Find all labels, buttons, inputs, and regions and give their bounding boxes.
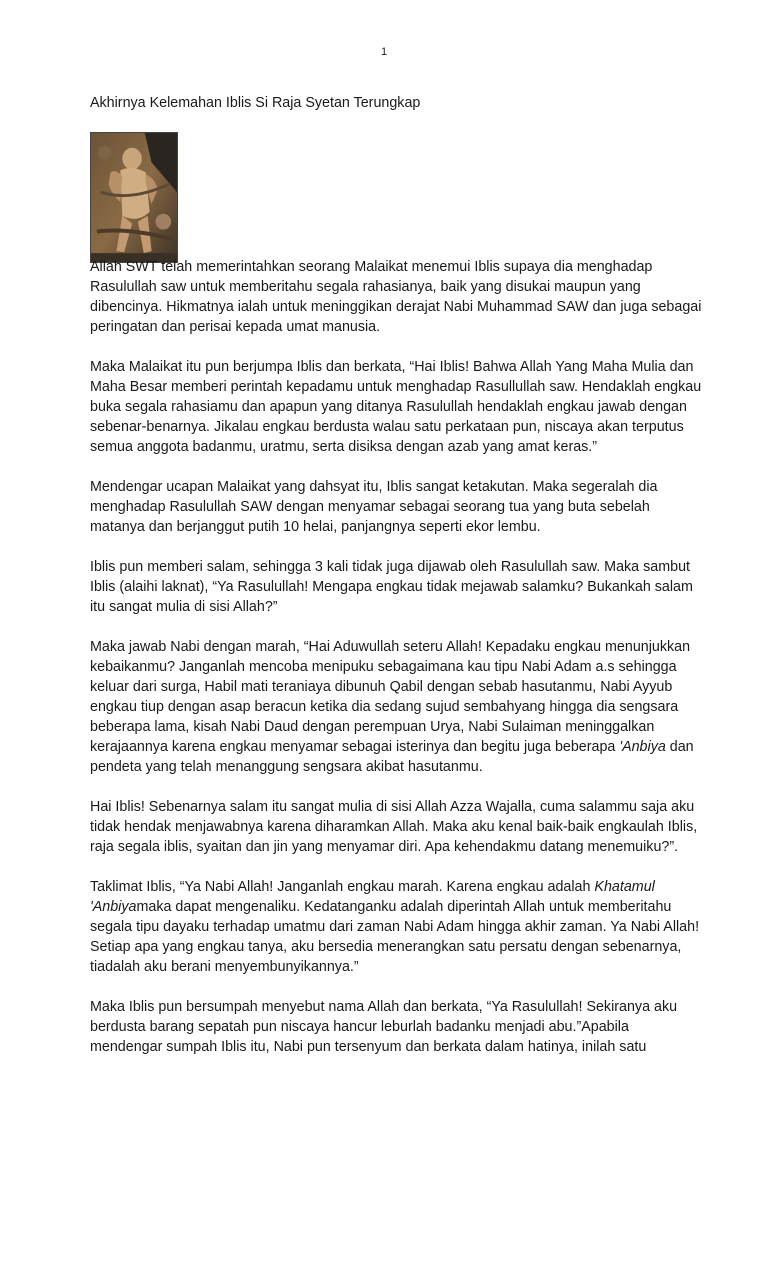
document-body (90, 93, 702, 1057)
article-illustration (90, 132, 178, 263)
paragraph-6: Hai Iblis! Sebenarnya salam itu sangat mulia di sisi Allah Azza Wajalla, cuma salammu saja aku tidak hendak menjawabnya karena diharamkan Allah. Maka aku kenal baik-baik engkaulah Iblis, raja segala iblis, syaitan dan jin yang menyamar diri. Apa kehendakmu datang menemuiku?”. (90, 799, 698, 855)
paragraph-4: Iblis pun memberi salam, sehingga 3 kali tidak juga dijawab oleh Rasulullah saw. Maka sambut Iblis (alaihi laknat), “Ya Rasulullah! Mengapa engkau tidak mejawab salamku? Bukankah salam itu sangat mulia di sisi Allah?” (90, 559, 693, 615)
paragraph-1-text: Allah SWT telah memerintahkan seorang Malaikat menemui Iblis supaya dia menghadap Rasulullah saw untuk memberitahu segala rahasianya, baik yang disukai maupun yang dibencinya. Hikmatnya ialah untuk meninggikan derajat Nabi Muhammad SAW dan juga sebagai peringatan dan perisai kepada umat manusia. (90, 259, 702, 335)
paragraph-3: Mendengar ucapan Malaikat yang dahsyat itu, Iblis sangat ketakutan. Maka segeralah dia menghadap Rasulullah SAW dengan menyamar sebagai seorang tua yang buta sebelah matanya dan berjanggut putih 10 helai, panjangnya seperti ekor lembu. (90, 479, 658, 535)
paragraph-5-italic: 'Anbiya (619, 739, 666, 755)
paragraph-5-text-b: dan pendeta yang telah menanggung sengsara akibat hasutanmu. (90, 739, 694, 775)
article-title: Akhirnya Kelemahan Iblis Si Raja Syetan Terungkap (90, 95, 421, 111)
paragraph-7 (90, 877, 702, 977)
paragraph-7-text-a: Taklimat Iblis, “Ya Nabi Allah! Janganlah engkau marah. Karena engkau adalah (90, 879, 595, 895)
paragraph-5 (90, 637, 702, 777)
paragraph-7-text-b: maka dapat mengenaliku. Kedatanganku adalah diperintah Allah untuk memberitahu segala tipu dayaku terhadap umatmu dari zaman Nabi Adam hingga akhir zaman. Ya Nabi Allah! Setiap apa yang engkau tanya, aku bersedia menerangkan satu persatu dengan sebenarnya, tiadalah aku berani menyembunyikannya.” (90, 899, 700, 975)
paragraph-8: Maka Iblis pun bersumpah menyebut nama Allah dan berkata, “Ya Rasulullah! Sekiranya aku berdusta barang sepatah pun niscaya hancur leburlah badanku menjadi abu.”Apabila mendengar sumpah Iblis itu, Nabi pun tersenyum dan berkata dalam hatinya, inilah satu (90, 999, 678, 1055)
paragraph-7-italic: Khatamul 'Anbiya (90, 879, 655, 915)
page-number: 1 (380, 46, 388, 58)
paragraph-5-text-a: Maka jawab Nabi dengan marah, “Hai Aduwullah seteru Allah! Kepadaku engkau menunjukkan kebaikanmu? Janganlah mencoba menipuku sebagaimana kau tipu Nabi Adam a.s sehingga keluar dari surga, Habil mati teraniaya dibunuh Qabil dengan sebab hasutanmu, Nabi Ayyub engkau tiup dengan asap beracun ketika dia sedang sujud sembahyang hingga dia sengsara beberapa lama, kisah Nabi Daud dengan perempuan Urya, Nabi Sulaiman meninggalkan kerajaannya karena engkau menyamar sebagai isterinya dan begitu juga beberapa (90, 639, 691, 755)
paragraph-2: Maka Malaikat itu pun berjumpa Iblis dan berkata, “Hai Iblis! Bahwa Allah Yang Maha Mulia dan Maha Besar memberi perintah kepadamu untuk menghadap Rasullullah saw. Hendaklah engkau buka segala rahasiamu dan apapun yang ditanya Rasulullah hendaklah engkau jawab dengan sebenar-benarnya. Jikalau engkau berdusta walau satu perkataan pun, niscaya akan terputus semua anggota badanmu, uratmu, serta disiksa dengan azab yang amat keras.” (90, 359, 702, 455)
intro-paragraph (90, 132, 702, 337)
